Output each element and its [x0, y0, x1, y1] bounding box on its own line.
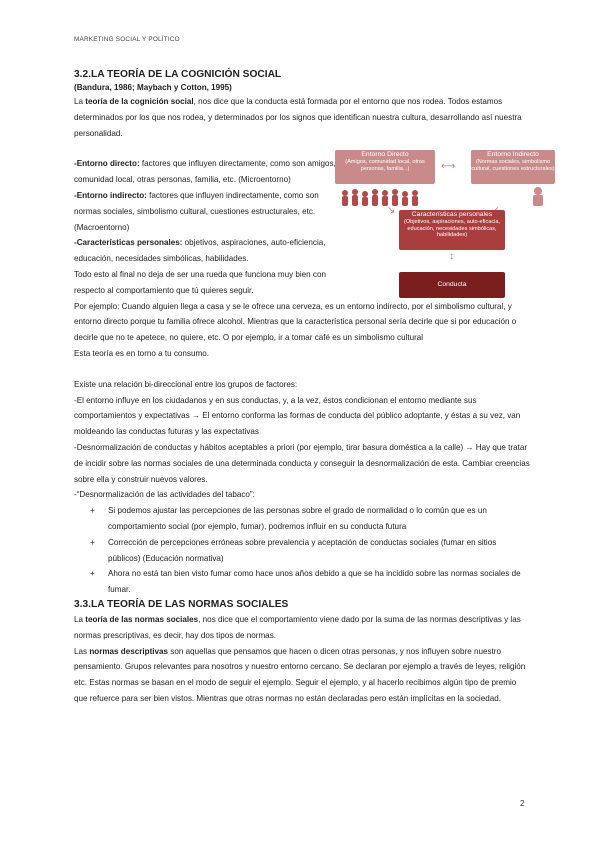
section2-intro: La teoría de las normas sociales, nos dice que el comportamiento viene dado por la suma de las normas descriptivas y las normas prescriptivas, es decir, hay dos tipos de normas. [74, 614, 521, 640]
list-item: + Ahora no está tan bien visto fumar como hace unos años debido a que se ha incidido sobre las normas sociales de fumar. [108, 566, 530, 598]
denormalization-paragraph: -Desnormalización de conductas y hábitos aceptables a priori (por ejemplo, tirar basura doméstica a la calle) → Hay que tratar de incidir sobre las normas sociales de una determinada conducta y conseguir la desnormalización de esta. Cambiar creencias sobre ella y construir nuevos valores. [74, 442, 530, 484]
wheel-paragraph: Todo esto al final no deja de ser una rueda que funciona muy bien con respecto al comportamiento que tú quieres seguir. [74, 269, 326, 295]
direct-environment-paragraph: -Entorno directo: factores que influyen directamente, como son amigos, comunidad local, otras personas, familia, etc. (Microentorno) [74, 159, 336, 185]
section2-title: 3.3.LA TEORÍA DE LAS NORMAS SOCIALES [74, 598, 289, 610]
consumption-paragraph: Esta teoría es en torno a tu consumo. [74, 348, 209, 358]
list-item: + Corrección de percepciones erróneas sobre prevalencia y aceptación de conductas sociales (fumar en sitios públicos) (Educación normativa) [108, 535, 530, 567]
behavior-title: Conducta [437, 281, 467, 288]
running-header: MARKETING SOCIAL Y POLÍTICO [74, 36, 180, 43]
list-item: + Si podemos ajustar las percepciones de las personas sobre el grado de normalidad o lo común que es un comportamiento social (por ejemplo, fumar), podremos influir en su conducta futura [108, 503, 530, 535]
indirect-environment-desc: (Normas sociales, simbolismo cultural, cuestiones estructurales) [471, 159, 555, 172]
section1-intro: La teoría de la cognición social, nos dice que la conducta está formada por el entorno que nos rodea. Todos estamos determinados por los que nos rodea, y determinados por los signos que identifican nuestra cultura, desarrollando así nuestra personalidad. [74, 97, 522, 138]
tobacco-paragraph: -“Desnormalización de las actividades del tabaco”: [74, 490, 255, 500]
bidirectional-paragraph: Existe una relación bi-direccional entre los grupos de factores: [74, 379, 298, 389]
person-illustration [531, 186, 545, 206]
personal-characteristics-paragraph: -Características personales: objetivos, aspiraciones, auto-eficiencia, educación, necesidades simbólicas, habilidades. [74, 238, 326, 264]
document-body [74, 68, 530, 707]
indirect-environment-title: Entorno Indirecto [487, 151, 539, 158]
personal-characteristics-desc: (Objetivos, aspiraciones, auto-eficacia, educación, necesidades simbólicas, habilidades) [403, 219, 501, 239]
page-number: 2 [520, 799, 525, 808]
personal-characteristics-title: Características personales [411, 211, 493, 218]
indirect-environment-paragraph: -Entorno indirecto: factores que influyen indirectamente, como son normas sociales, simbolismo cultural, cuestiones estructurales, etc. (Macroentorno) [74, 190, 319, 232]
influence-paragraph: -El entorno influye en los ciudadanos y en sus conductas, y, a la vez, éstos condicionan el entorno mediante sus comportamientos y expectativas → El entorno conforma las formas de conducta del público adoptante, y éstas a su vez, van moldeando las conductas futuras y las expectativas [74, 395, 521, 437]
bidirectional-arrow-icon: ⟷ [441, 161, 456, 172]
section1-title: 3.2.LA TEORÍA DE LA COGNICIÓN SOCIAL [74, 69, 282, 80]
vertical-arrow-icon: ↕ [449, 251, 454, 262]
example-paragraph: Por ejemplo: Cuando alguien llega a casa y se le ofrece una cerveza, es un entorno indirecto, por el simbolismo cultural, y entorno directo porque tu familia ofrece alcohol. Mientras que la característica personal sería decirle que si por educación o decirle que no te apetece, no quiere, etc. O por ejemplo, ir a tomar café es un simbolismo cultural [74, 301, 517, 343]
section1-citation: (Bandura, 1986; Maybach y Cotton, 1995) [74, 83, 232, 92]
direct-environment-title: Entorno Directo [361, 151, 409, 158]
descriptive-norms-paragraph: Las normas descriptivas son aquellas que pensamos que hacen o dicen otras personas, y nos influyen sobre nuestro pensamiento. Grupos relevantes para nosotros y nuestro entorno cercano. Se declaran por ejemplo a través de leyes, religión etc. Estas normas se basan en el modo de seguir el ejemplo. Seguir el ejemplo, y al hacerlo recibimos algún tipo de premio que refuerce para ser bien vistos. Mientras que otras normas no están declaradas pero están implícitas en la sociedad. [74, 646, 526, 703]
direct-environment-desc: (Amigos, comunidad local, otras personas, familia...) [345, 159, 425, 172]
down-arrow-left-icon: ↘ [387, 205, 396, 216]
tobacco-list [74, 503, 530, 598]
